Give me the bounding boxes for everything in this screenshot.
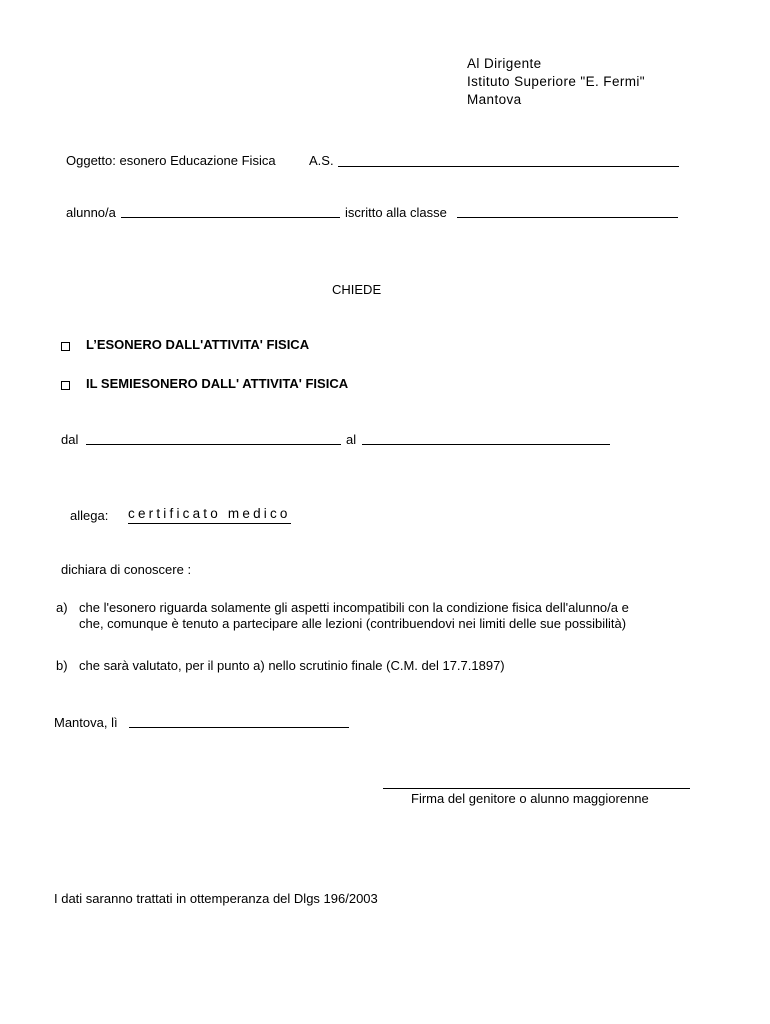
privacy-note: I dati saranno trattati in ottemperanza del Dlgs 196/2003 [54,891,378,906]
declaration-a-marker: a) [56,600,68,615]
recipient-line-2: Istituto Superiore "E. Fermi" [467,74,645,89]
recipient-line-1: Al Dirigente [467,56,542,71]
from-date-field[interactable] [86,444,341,445]
place-date-label: Mantova, lì [54,715,118,730]
school-year-label: A.S. [309,153,334,168]
exemption-checkbox[interactable] [61,342,70,351]
declaration-b-text: che sarà valutato, per il punto a) nello scrutinio finale (C.M. del 17.7.1897) [79,658,505,673]
declaration-intro: dichiara di conoscere : [61,562,192,577]
place-date-field[interactable] [129,727,349,728]
signature-field[interactable] [383,788,690,789]
semi-exemption-checkbox[interactable] [61,381,70,390]
subject-label: Oggetto: esonero Educazione Fisica [66,153,276,168]
to-date-field[interactable] [362,444,610,445]
attachment-label: allega: [70,508,109,523]
declaration-a-line-1: che l'esonero riguarda solamente gli aspetti incompatibili con la condizione fisica dell'alunno/a e [79,600,629,615]
signature-caption: Firma del genitore o alunno maggiorenne [411,791,649,806]
class-label: iscritto alla classe [345,205,447,220]
from-label: dal [61,432,79,447]
recipient-line-3: Mantova [467,92,522,107]
attachment-value: certificato medico [128,506,291,524]
declaration-b-marker: b) [56,658,68,673]
student-label: alunno/a [66,205,116,220]
declaration-a-line-2: che, comunque è tenuto a partecipare alle lezioni (contribuendovi nei limiti delle sue possibilità) [79,616,627,631]
class-field[interactable] [457,217,678,218]
semi-exemption-option-label: IL SEMIESONERO DALL' ATTIVITA' FISICA [86,376,349,391]
to-label: al [346,432,357,447]
request-heading: CHIEDE [332,282,382,297]
exemption-option-label: L’ESONERO DALL'ATTIVITA' FISICA [86,337,310,352]
school-year-field[interactable] [338,166,679,167]
student-name-field[interactable] [121,217,340,218]
